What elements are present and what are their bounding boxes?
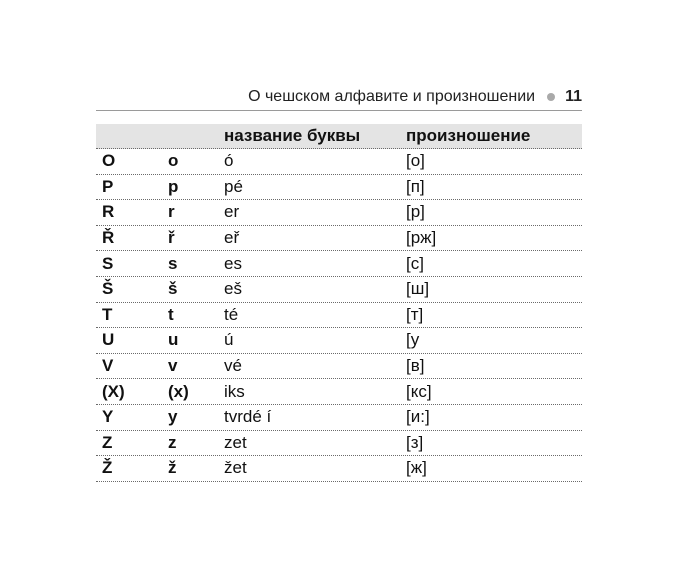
letter-name: ú: [224, 330, 234, 350]
uppercase-letter: P: [102, 176, 114, 196]
pronunciation: [п]: [406, 176, 425, 196]
uppercase-letter: Z: [102, 432, 113, 452]
uppercase-letter: U: [102, 330, 115, 350]
letter-name: ó: [224, 151, 234, 171]
uppercase-letter: S: [102, 253, 114, 273]
letter-name: té: [224, 304, 239, 324]
table-header-row: [96, 124, 582, 149]
table-row: [96, 456, 582, 482]
alphabet-table: [96, 124, 582, 482]
uppercase-letter: O: [102, 151, 116, 171]
lowercase-letter: ř: [168, 228, 175, 248]
pronunciation: [с]: [406, 253, 424, 273]
pronunciation: [ш]: [406, 279, 430, 299]
pronunciation: [з]: [406, 432, 424, 452]
uppercase-letter: Y: [102, 407, 114, 427]
uppercase-letter: T: [102, 304, 113, 324]
page-number: 11: [565, 88, 582, 105]
pronunciation: [ж]: [406, 458, 427, 478]
pronunciation: [в]: [406, 356, 425, 376]
letter-name: zet: [224, 432, 247, 452]
bullet-separator-icon: [547, 93, 555, 101]
header-title: О чешском алфавите и произношении: [248, 88, 536, 105]
letter-name: er: [224, 202, 240, 222]
column-header-pronunciation: произношение: [406, 126, 531, 145]
pronunciation: [у: [406, 330, 420, 350]
table-row: [96, 149, 582, 175]
letter-name: eš: [224, 279, 242, 299]
lowercase-letter: t: [168, 304, 174, 324]
uppercase-letter: Š: [102, 279, 114, 299]
letter-name: žet: [224, 458, 247, 478]
table-row: [96, 226, 582, 252]
pronunciation: [кс]: [406, 381, 432, 401]
pronunciation: [рж]: [406, 228, 437, 248]
lowercase-letter: u: [168, 330, 179, 350]
uppercase-letter: Ž: [102, 458, 113, 478]
lowercase-letter: p: [168, 176, 179, 196]
uppercase-letter: R: [102, 202, 115, 222]
lowercase-letter: (x): [168, 381, 189, 401]
letter-name: eř: [224, 228, 240, 248]
pronunciation: [о]: [406, 151, 425, 171]
table-row: [96, 175, 582, 201]
letter-name: es: [224, 253, 242, 273]
lowercase-letter: r: [168, 202, 175, 222]
table-row: [96, 431, 582, 457]
letter-name: pé: [224, 176, 243, 196]
table-row: [96, 200, 582, 226]
table-body: [96, 149, 582, 482]
table-row: [96, 277, 582, 303]
running-header: [96, 84, 582, 111]
letter-name: iks: [224, 381, 245, 401]
table-row: [96, 251, 582, 277]
pronunciation: [т]: [406, 304, 424, 324]
lowercase-letter: z: [168, 432, 177, 452]
column-header-letter-name: название буквы: [224, 126, 361, 145]
pronunciation: [р]: [406, 202, 425, 222]
table-row: [96, 379, 582, 405]
lowercase-letter: s: [168, 253, 178, 273]
letter-name: tvrdé í: [224, 407, 272, 427]
lowercase-letter: v: [168, 356, 178, 376]
lowercase-letter: o: [168, 151, 179, 171]
lowercase-letter: y: [168, 407, 178, 427]
table-row: [96, 303, 582, 329]
uppercase-letter: V: [102, 356, 114, 376]
lowercase-letter: š: [168, 279, 178, 299]
lowercase-letter: ž: [168, 458, 177, 478]
letter-name: vé: [224, 356, 242, 376]
pronunciation: [и:]: [406, 407, 430, 427]
uppercase-letter: Ř: [102, 228, 115, 248]
table-row: [96, 354, 582, 380]
table-row: [96, 405, 582, 431]
uppercase-letter: (X): [102, 381, 125, 401]
table-row: [96, 328, 582, 354]
